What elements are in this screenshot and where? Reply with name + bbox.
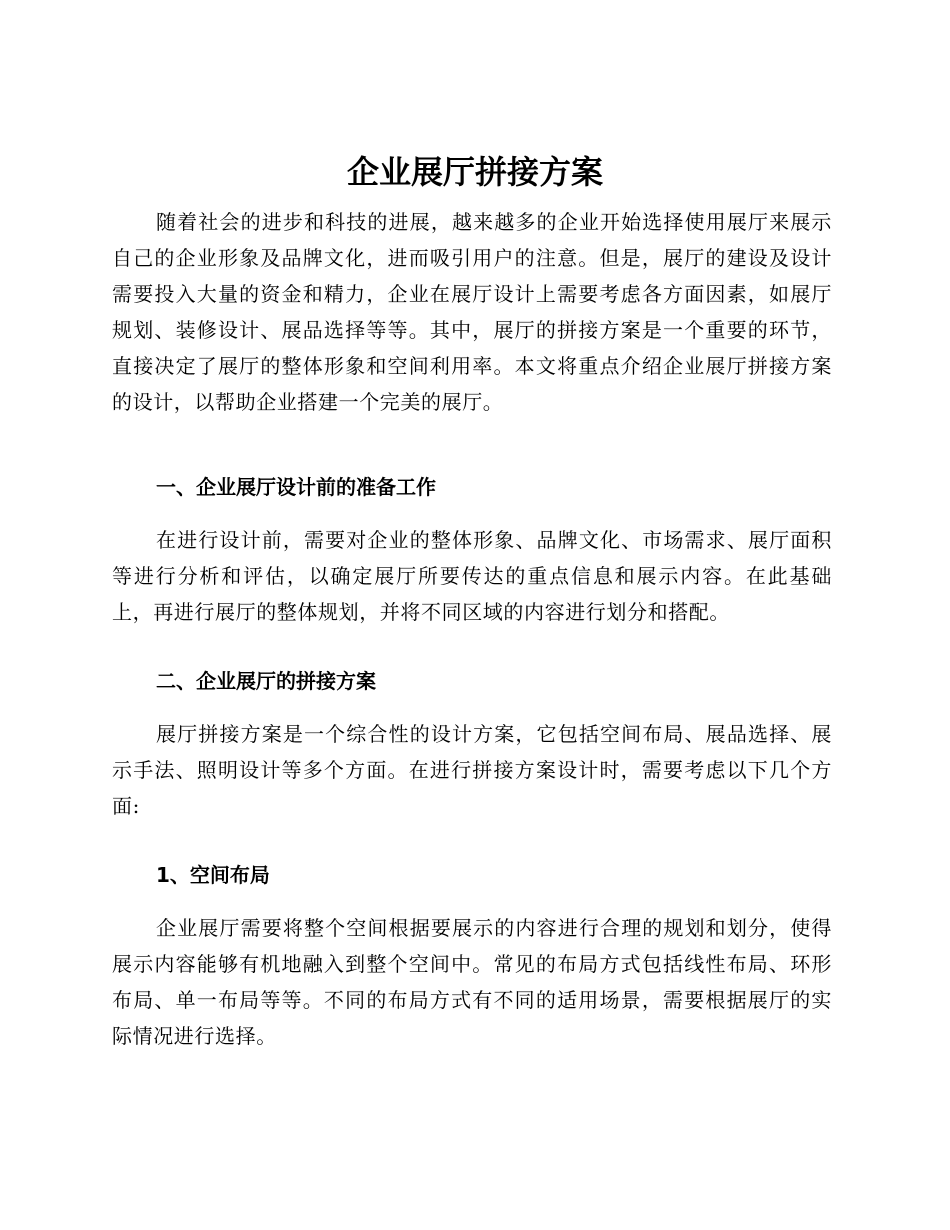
section-paragraph-preparation: 在进行设计前，需要对企业的整体形象、品牌文化、市场需求、展厅面积等进行分析和评估，以确定展厅所要传达的重点信息和展示内容。在此基础上，再进行展厅的整体规划，并将不同区域的内容进行划分和搭配。 bbox=[112, 528, 832, 624]
intro-paragraph: 随着社会的进步和科技的进展，越来越多的企业开始选择使用展厅来展示自己的企业形象及品牌文化，进而吸引用户的注意。但是，展厅的建设及设计需要投入大量的资金和精力，企业在展厅设计上需要考虑各方面因素，如展厅规划、装修设计、展品选择等等。其中，展厅的拼接方案是一个重要的环节，直接决定了展厅的整体形象和空间利用率。本文将重点介绍企业展厅拼接方案的设计，以帮助企业搭建一个完美的展厅。 bbox=[112, 210, 832, 414]
section-heading-preparation: 一、企业展厅设计前的准备工作 bbox=[156, 475, 436, 499]
subsection-heading-space-layout: 1、空间布局 bbox=[156, 863, 270, 887]
document-title: 企业展厅拼接方案 bbox=[346, 153, 603, 191]
subsection-paragraph-space-layout: 企业展厅需要将整个空间根据要展示的内容进行合理的规划和划分，使得展示内容能够有机地融入到整个空间中。常见的布局方式包括线性布局、环形布局、单一布局等等。不同的布局方式有不同的适用场景，需要根据展厅的实际情况进行选择。 bbox=[112, 916, 832, 1048]
section-paragraph-splicing-plan: 展厅拼接方案是一个综合性的设计方案，它包括空间布局、展品选择、展示手法、照明设计等多个方面。在进行拼接方案设计时，需要考虑以下几个方面: bbox=[112, 722, 832, 818]
section-heading-splicing-plan: 二、企业展厅的拼接方案 bbox=[156, 669, 376, 693]
